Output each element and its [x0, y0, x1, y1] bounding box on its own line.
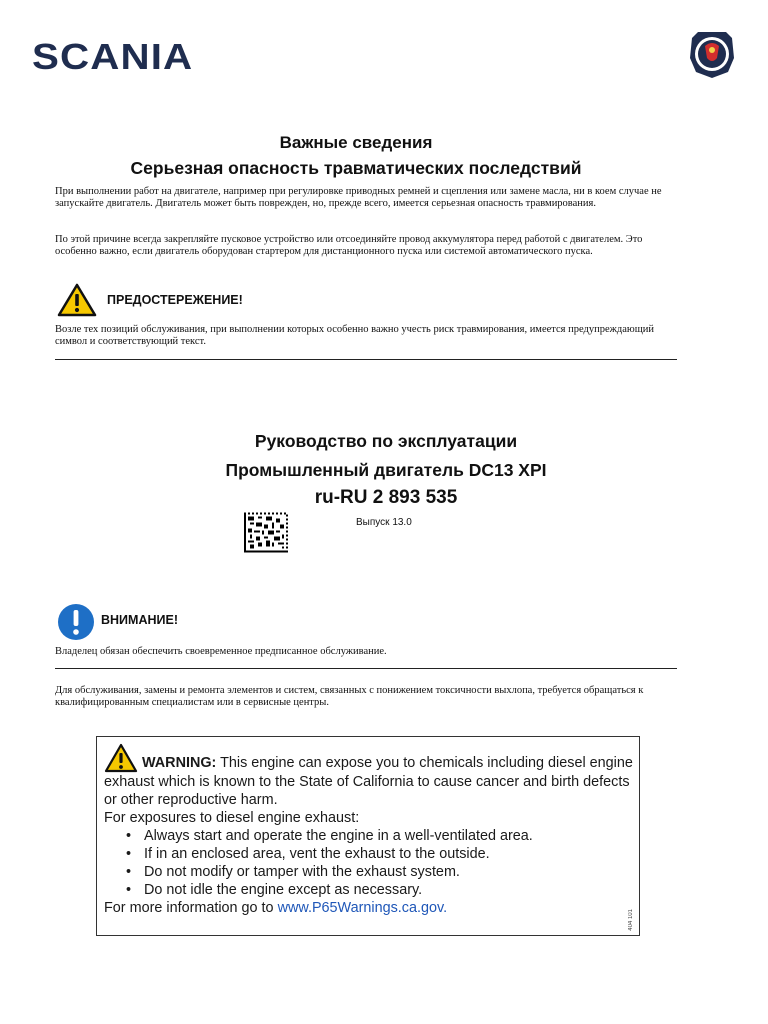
- figure-code: 404 101: [628, 909, 634, 931]
- notice-label: ВНИМАНИЕ!: [101, 613, 178, 627]
- list-item: • If in an enclosed area, vent the exhaust to the outside.: [104, 845, 634, 863]
- list-item: • Always start and operate the engine in a well-ventilated area.: [104, 827, 634, 845]
- engine-work-paragraph: При выполнении работ на двигателе, например при регулировке приводных ремней и сцепления или замене масла, ни в коем случае не запускайте двигатель. Двигатель может быть поврежден, но, прежде всего, имеется серьезная опасность травмирования.: [55, 186, 662, 209]
- manual-title: Руководство по эксплуатации: [254, 431, 518, 451]
- document-number: ru-RU 2 893 535: [314, 487, 458, 508]
- exposures-heading: For exposures to diesel engine exhaust:: [104, 810, 360, 826]
- more-info-line: [104, 899, 634, 917]
- important-info-title: Важные сведения: [279, 133, 433, 152]
- list-item: • Do not idle the engine except as necessary.: [104, 881, 634, 899]
- emissions-service-note: Для обслуживания, замены и ремонта элементов и систем, связанных с понижением токсичности выхлопа, требуется обращаться к квалифицированным специалистам или в сервисные центры.: [55, 685, 644, 708]
- warning-word: WARNING:: [142, 755, 217, 771]
- caution-text: Возле тех позиций обслуживания, при выполнении которых особенно важно учесть риск травмирования, имеется предупреждающий символ и соответствующий текст.: [55, 324, 655, 347]
- engine-model-title: Промышленный двигатель DC13 XPI: [225, 460, 547, 480]
- edition-label: Выпуск 13.0: [356, 517, 412, 528]
- scania-logo-text: SCANIA: [32, 36, 194, 77]
- data-matrix-code: [244, 512, 288, 553]
- caution-label: ПРЕДОСТЕРЕЖЕНИЕ!: [107, 293, 243, 307]
- warning-triangle-icon: [104, 743, 138, 773]
- scania-griffin-emblem-icon: [684, 28, 740, 80]
- list-item: • Do not modify or tamper with the exhaust system.: [104, 863, 634, 881]
- p65-warnings-link[interactable]: www.P65Warnings.ca.gov.: [277, 900, 448, 916]
- divider: [55, 359, 677, 360]
- prop65-intro-text: This engine can expose you to chemicals including diesel engine exhaust which is known to the State of California to cause cancer and birth defects or other reproductive harm.: [104, 755, 633, 808]
- exclamation-circle-icon: [57, 603, 95, 641]
- injury-risk-subtitle: Серьезная опасность травматических последствий: [130, 158, 582, 178]
- warning-triangle-icon: [57, 283, 97, 317]
- prop65-warning-box: [96, 736, 640, 936]
- starter-disconnect-paragraph: По этой причине всегда закрепляйте пусковое устройство или отсоединяйте провод аккумулятора перед работой с двигателем. Это особенно важно, если двигатель оборудован стартером для дистанционного пуска или системой автоматического пуска.: [55, 234, 643, 257]
- divider: [55, 668, 677, 669]
- notice-text: Владелец обязан обеспечить своевременное предписанное обслуживание.: [55, 646, 387, 657]
- more-info-text: For more information go to: [104, 900, 278, 916]
- prop65-intro: [104, 743, 634, 809]
